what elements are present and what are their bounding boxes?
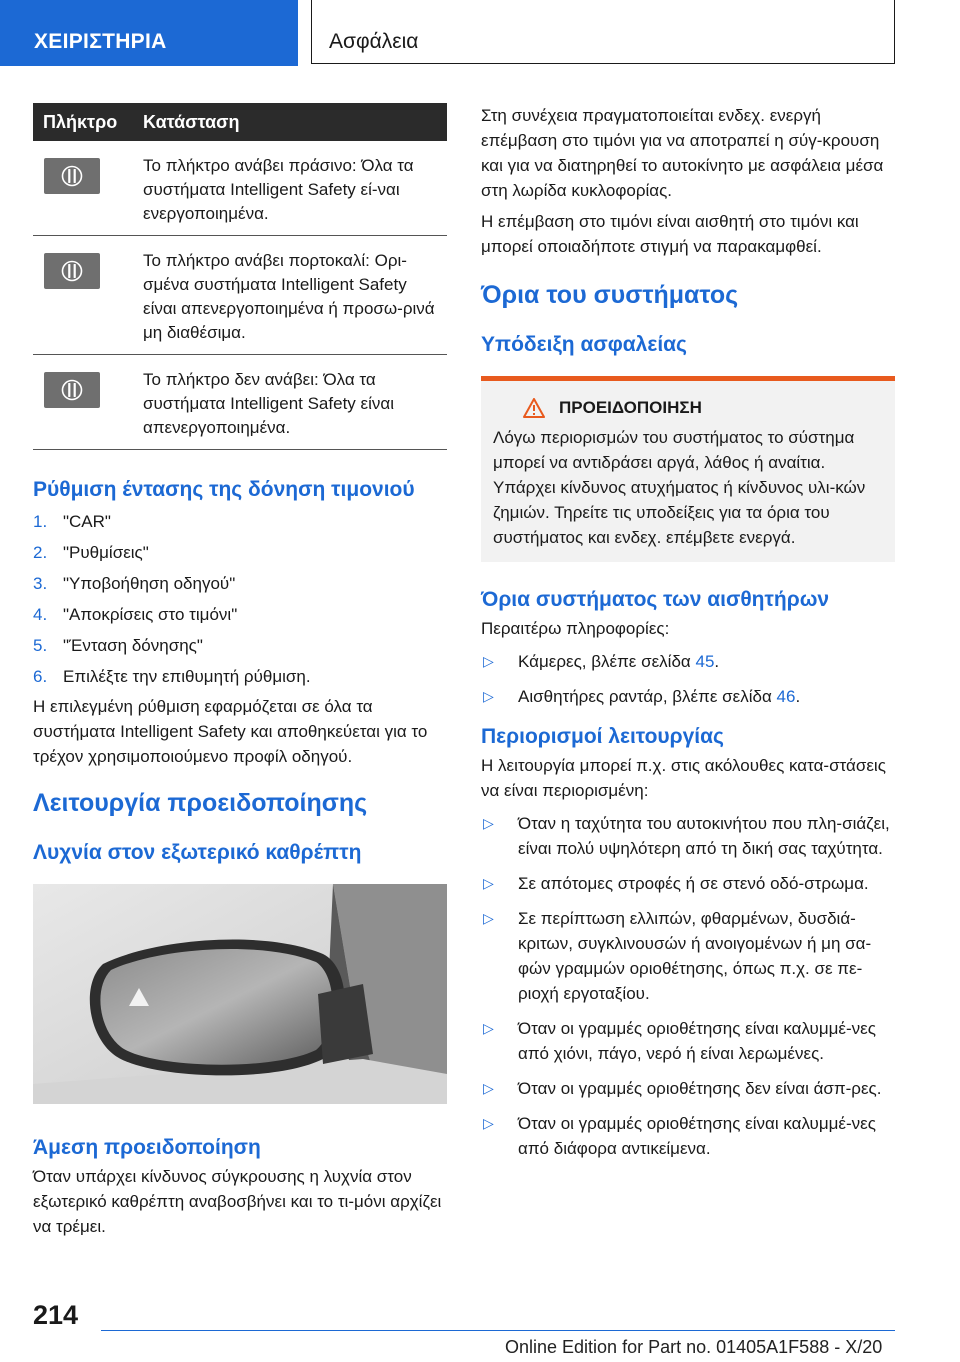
chapter-title: Ασφάλεια xyxy=(311,0,895,64)
vibration-heading: Ρύθμιση έντασης της δόνηση τιμονιού xyxy=(33,478,415,501)
table-row xyxy=(33,236,447,355)
list-item: ▷ Αισθητήρες ραντάρ, βλέπε σελίδα 46. xyxy=(481,684,895,709)
function-limits-heading: Περιορισμοί λειτουργίας xyxy=(481,725,724,748)
page-link-46[interactable]: 46 xyxy=(776,687,796,706)
list-item: ▷ Κάμερες, βλέπε σελίδα 45. xyxy=(481,649,895,674)
list-item: 5. "Ένταση δόνησης" xyxy=(33,636,203,655)
page-number: 214 xyxy=(33,1300,79,1330)
page-link-45[interactable]: 45 xyxy=(695,652,715,671)
sensor-list xyxy=(481,649,895,709)
intelligent-safety-button-icon xyxy=(44,158,100,194)
section-tab: ΧΕΙΡΙΣΤΗΡΙΑ xyxy=(0,0,298,66)
key-state-table xyxy=(33,103,447,450)
table-row xyxy=(33,141,447,236)
list-item: ▷ Όταν οι γραμμές οριοθέτησης δεν είναι άσπ-ρες. xyxy=(481,1076,895,1101)
table-row xyxy=(33,355,447,450)
intelligent-safety-button-icon xyxy=(44,253,100,289)
triangle-bullet-icon: ▷ xyxy=(483,815,494,831)
vibration-note: Η επιλεγμένη ρύθμιση εφαρμόζεται σε όλα τα συστήματα Intelligent Safety και αποθηκεύεται για το τρέχον χρησιμοποιούμενο προφίλ οδηγού. xyxy=(33,697,428,766)
function-limits-list xyxy=(481,811,895,1161)
footer-divider xyxy=(101,1330,895,1331)
list-item: ▷ Όταν οι γραμμές οριοθέτησης είναι καλυμμέ-νες από χιόνι, πάγο, νερό ή είναι λερωμένες. xyxy=(481,1016,895,1066)
function-intro: Η λειτουργία μπορεί π.χ. στις ακόλουθες κατα-στάσεις να είναι περιορισμένη: xyxy=(481,756,886,800)
list-item: 3. "Υποβοήθηση οδηγού" xyxy=(33,574,236,593)
list-item: 6. Επιλέξτε την επιθυμητή ρύθμιση. xyxy=(33,667,311,686)
table-header-state: Κατάσταση xyxy=(133,103,447,141)
warning-function-heading: Λειτουργία προειδοποίησης xyxy=(33,789,368,817)
list-item: ▷ Σε περίπτωση ελλιπών, φθαρμένων, δυσδιά-κριτων, συγκλινουσών ή ανοιγομένων ή μη σα-φών γραμμών οριοθέτησης, όπως π.χ. σε πε-ριοχή εργοταξίου. xyxy=(481,906,895,1006)
triangle-bullet-icon: ▷ xyxy=(483,1080,494,1096)
table-header-key: Πλήκτρο xyxy=(33,103,133,141)
safety-note-heading: Υπόδειξη ασφαλείας xyxy=(481,333,687,356)
edition-note: Online Edition for Part no. 01405A1F588 - X/20 xyxy=(505,1337,883,1357)
list-item: ▷ Όταν οι γραμμές οριοθέτησης είναι καλυμμέ-νες από διάφορα αντικείμενα. xyxy=(481,1111,895,1161)
triangle-bullet-icon: ▷ xyxy=(483,910,494,926)
side-mirror-warning-lamp-photo xyxy=(33,884,447,1104)
system-limits-heading: Όρια του συστήματος xyxy=(481,281,739,309)
table-cell-state: Το πλήκτρο δεν ανάβει: Όλα τα συστήματα Intelligent Safety είναι απενεργοποιημένα. xyxy=(133,355,447,450)
warning-title: ΠΡΟΕΙΔΟΠΟΙΗΣΗ xyxy=(559,398,702,417)
warning-box xyxy=(481,376,895,562)
list-item: 2. "Ρυθμίσεις" xyxy=(33,543,149,562)
table-cell-state: Το πλήκτρο ανάβει πορτοκαλί: Ορι-σμένα συστήματα Intelligent Safety είναι απενεργοποιημένα ή προσω-ρινά μη διαθέσιμα. xyxy=(133,236,447,355)
triangle-bullet-icon: ▷ xyxy=(483,875,494,891)
list-item: 4. "Αποκρίσεις στο τιμόνι" xyxy=(33,605,238,624)
triangle-bullet-icon: ▷ xyxy=(483,653,494,669)
table-cell-state: Το πλήκτρο ανάβει πράσινο: Όλα τα συστήματα Intelligent Safety εί-ναι ενεργοποιημένα. xyxy=(133,141,447,236)
direct-warning-heading: Άμεση προειδοποίηση xyxy=(33,1136,261,1159)
list-item: ▷ Σε απότομες στροφές ή σε στενό οδό-στρωμα. xyxy=(481,871,895,896)
intelligent-safety-button-icon xyxy=(44,372,100,408)
triangle-bullet-icon: ▷ xyxy=(483,1115,494,1131)
right-column xyxy=(481,103,895,1171)
triangle-bullet-icon: ▷ xyxy=(483,688,494,704)
direct-warning-text: Όταν υπάρχει κίνδυνος σύγκρουσης η λυχνία στον εξωτερικό καθρέπτη αναβοσβήνει και το τι-μόνι αρχίζει να τρέμει. xyxy=(33,1167,442,1236)
sensor-limits-heading: Όρια συστήματος των αισθητήρων xyxy=(481,588,830,611)
list-item: ▷ Όταν η ταχύτητα του αυτοκινήτου που πλη-σιάζει, είναι πολύ υψηλότερη από τη δική σας ταχύτητα. xyxy=(481,811,895,861)
left-column xyxy=(33,103,447,1239)
intro-paragraph-2: Η επέμβαση στο τιμόνι είναι αισθητή στο τιμόνι και μπορεί οποιαδήποτε στιγμή να παρακαμφθεί. xyxy=(481,212,859,256)
mirror-lamp-heading: Λυχνία στον εξωτερικό καθρέπτη xyxy=(33,841,362,864)
warning-triangle-icon xyxy=(523,398,545,418)
vibration-steps xyxy=(33,506,447,692)
sensor-intro: Περαιτέρω πληροφορίες: xyxy=(481,619,670,638)
warning-text: Λόγω περιορισμών του συστήματος το σύστημα μπορεί να αντιδράσει αργά, λάθος ή αναίτια. Υπάρχει κίνδυνος ατυχήματος ή κίνδυνος υλι-κών ζημιών. Τηρείτε τις υποδείξεις για τα όρια του συστήματος και ενδεχ. επέμβετε ενεργά. xyxy=(493,428,866,547)
list-item: 1. "CAR" xyxy=(33,512,111,531)
triangle-bullet-icon: ▷ xyxy=(483,1020,494,1036)
intro-paragraph-1: Στη συνέχεια πραγματοποιείται ενδεχ. ενεργή επέμβαση στο τιμόνι για να αποτραπεί η σύγ-κρουση και για να διατηρηθεί το αυτοκίνητο με ασφάλεια μέσα στη λωρίδα κυκλοφορίας. xyxy=(481,106,884,200)
